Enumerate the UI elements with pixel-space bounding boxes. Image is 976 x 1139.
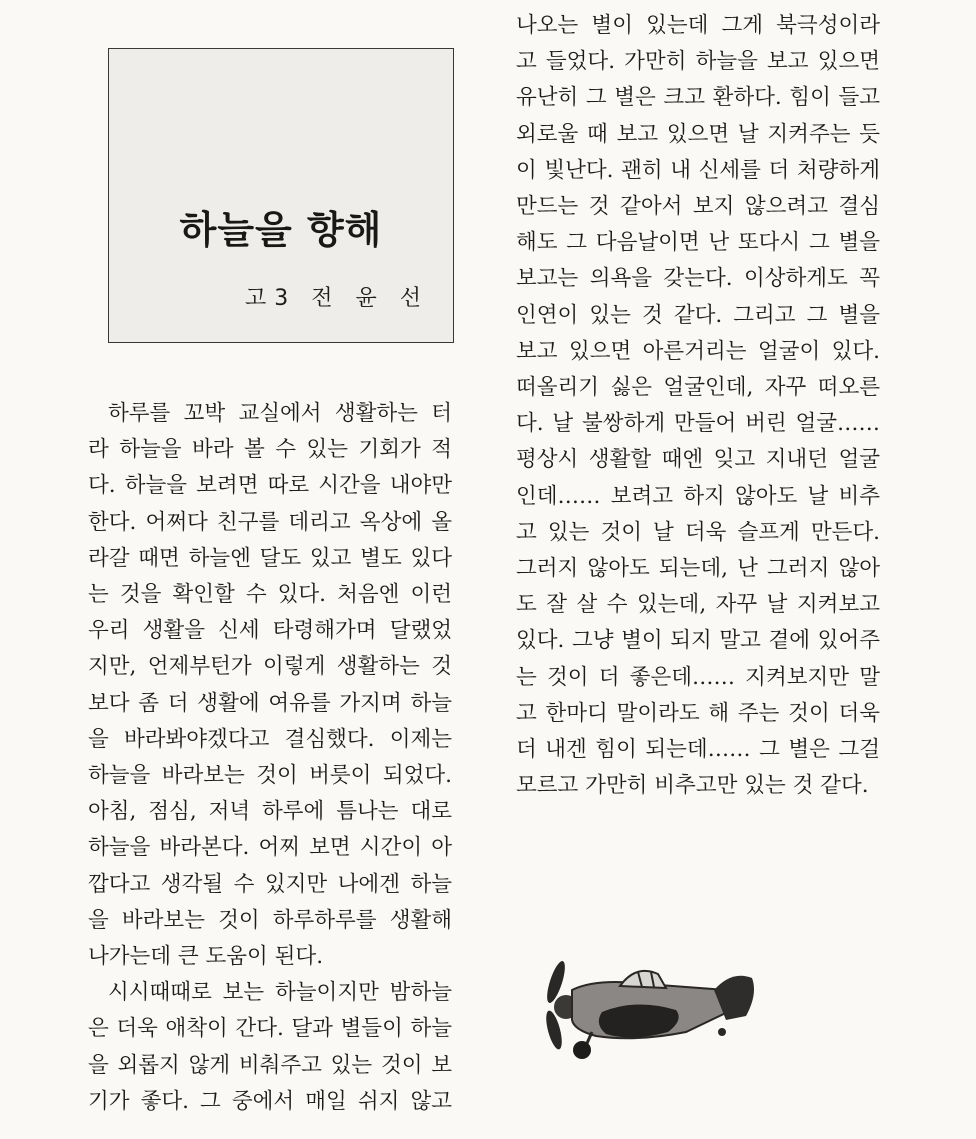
text-line: 있다. 그냥 별이 되지 말고 곁에 있어주 [516,628,880,654]
text-line: 만드는 것 같아서 보지 않으려고 결심 [516,194,880,220]
text-line: 우리 생활을 신세 타령해가며 달랬었 [88,618,452,644]
text-line: 을 외롭지 않게 비춰주고 있는 것이 보 [88,1052,452,1078]
text-line: 는 것을 확인할 수 있다. 처음엔 이런 [88,582,452,608]
text-line: 하루를 꼬박 교실에서 생활하는 터 [108,401,452,426]
text-line: 더 내겐 힘이 되는데…… 그 별은 그걸 [516,737,880,763]
text-line: 그러지 않아도 되는데, 난 그러지 않아 [516,556,880,582]
paragraph-1 [88,396,452,975]
text-line: 한다. 어쩌다 친구를 데리고 옥상에 올 [88,509,452,535]
text-line: 나오는 별이 있는데 그게 북극성이라 [516,13,880,38]
text-line: 떠올리기 싫은 얼굴인데, 자꾸 떠오른 [516,375,880,401]
left-column [88,396,452,1120]
text-line: 인데…… 보려고 하지 않아도 날 비추 [516,483,880,509]
text-line: 모르고 가만히 비추고만 있는 것 같다. [516,773,869,799]
text-line: 평상시 생활할 때엔 잊고 지내던 얼굴 [516,447,880,473]
paragraph-continued [516,8,880,804]
text-line: 하늘을 바라본다. 어찌 보면 시간이 아 [88,835,452,861]
text-line: 깝다고 생각될 수 있지만 나에겐 하늘 [88,871,452,897]
text-line: 보다 좀 더 생활에 여유를 가지며 하늘 [88,690,452,716]
text-line: 고 있는 것이 날 더욱 슬프게 만든다. [516,519,880,545]
text-line: 기가 좋다. 그 중에서 매일 쉬지 않고 [88,1088,452,1114]
text-line: 해도 그 다음날이면 난 또다시 그 별을 [516,230,880,256]
paragraph-2 [88,975,452,1120]
text-line: 도 잘 살 수 있는데, 자꾸 날 지켜보고 [516,592,880,618]
text-line: 나가는데 큰 도움이 된다. [88,944,324,970]
text-line: 보고 있으면 아른거리는 얼굴이 있다. [516,338,880,364]
right-column [516,8,880,804]
airplane-icon [536,950,766,1065]
text-line: 는 것이 더 좋은데…… 지켜보지만 말 [516,664,880,690]
text-line: 다. 날 불쌍하게 만들어 버린 얼굴…… [516,411,880,437]
text-line: 하늘을 바라보는 것이 버릇이 되었다. [88,763,452,789]
text-line: 다. 하늘을 보려면 따로 시간을 내야만 [88,473,452,499]
article-title: 하늘을 향해 [179,208,383,252]
text-line: 을 바라봐야겠다고 결심했다. 이제는 [88,726,452,752]
text-line: 은 더욱 애착이 간다. 달과 별들이 하늘 [88,1016,452,1042]
text-line: 고 들었다. 가만히 하늘을 보고 있으면 [516,49,880,75]
text-line: 라갈 때면 하늘엔 달도 있고 별도 있다 [88,545,452,571]
text-line: 보고는 의욕을 갖는다. 이상하게도 꼭 [516,266,880,292]
text-line: 인연이 있는 것 같다. 그리고 그 별을 [516,302,880,328]
text-line: 라 하늘을 바라 볼 수 있는 기회가 적 [88,437,452,463]
text-line: 고 한마디 말이라도 해 주는 것이 더욱 [516,700,880,726]
text-line: 지만, 언제부턴가 이렇게 생활하는 것 [88,654,452,680]
author-byline: 고3 전 윤 선 [245,286,429,311]
text-line: 이 빛난다. 괜히 내 신세를 더 처량하게 [516,157,880,183]
text-line: 유난히 그 별은 크고 환하다. 힘이 들고 [516,85,880,111]
title-box [108,48,454,343]
text-line: 외로울 때 보고 있으면 날 지켜주는 듯 [516,121,880,147]
text-line: 시시때때로 보는 하늘이지만 밤하늘 [108,980,452,1006]
text-line: 을 바라보는 것이 하루하루를 생활해 [88,907,452,933]
text-line: 아침, 점심, 저녁 하루에 틈나는 대로 [88,799,452,825]
